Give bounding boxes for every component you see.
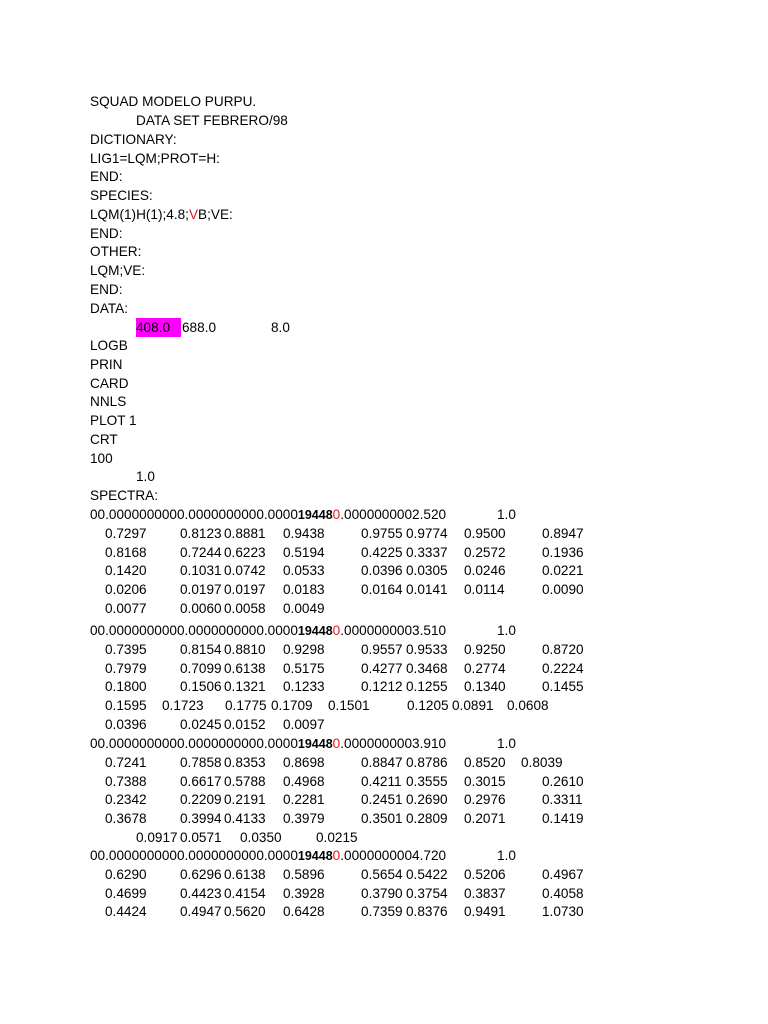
spectrum-value: 0.9250: [464, 642, 506, 657]
spectrum-value: 0.3928: [283, 886, 325, 901]
spectrum-value: 0.2209: [180, 792, 222, 807]
spectrum-value: 0.0114: [464, 582, 505, 597]
spectrum-value: 0.1212: [361, 679, 403, 694]
spectrum-value: 0.1340: [464, 679, 506, 694]
data-value-3: 8.0: [271, 320, 290, 335]
spectrum-header-head-b: 19448: [297, 849, 333, 863]
spectrum-value: 0.8881: [224, 526, 266, 541]
spectrum-value: 0.1455: [542, 679, 584, 694]
spectrum-value: 0.8376: [406, 904, 448, 919]
spectrum-value: 0.7388: [105, 774, 147, 789]
dataset-line: DATA SET FEBRERO/98: [136, 113, 288, 128]
spectrum-value: 0.0917: [136, 830, 178, 845]
spectrum-value: 0.3837: [464, 886, 506, 901]
spectrum-value: 0.5788: [224, 774, 266, 789]
spectrum-value: 0.4423: [180, 886, 222, 901]
spectrum-value: 0.6296: [180, 867, 222, 882]
spectrum-value: 0.7858: [180, 755, 222, 770]
spectrum-value: 0.9298: [283, 642, 325, 657]
species-end: END:: [90, 226, 123, 241]
spectrum-value: 0.5422: [406, 867, 448, 882]
spectrum-value: 0.1233: [283, 679, 325, 694]
dictionary-label: DICTIONARY:: [90, 132, 177, 147]
spectrum-value: 0.3754: [406, 886, 448, 901]
spectrum-header-head-b: 19448: [297, 737, 333, 751]
dictionary-end: END:: [90, 169, 123, 184]
spectrum-value: 0.0221: [542, 563, 584, 578]
spectrum-value: 0.8786: [406, 755, 448, 770]
spectrum-value: 0.7979: [105, 661, 147, 676]
spectrum-value: 0.2451: [361, 792, 403, 807]
spectrum-value: 0.0571: [180, 830, 222, 845]
spectrum-value: 0.1506: [180, 679, 222, 694]
spectrum-value: 0.1419: [542, 811, 584, 826]
spectrum-value: 0.0742: [224, 563, 266, 578]
spectrum-value: 0.0533: [283, 563, 325, 578]
data-value-2: 688.0: [182, 320, 217, 335]
spectrum-value: 0.9438: [283, 526, 325, 541]
spectrum-value: 0.2610: [542, 774, 584, 789]
spectrum-value: 0.0197: [224, 582, 266, 597]
spectrum-value: 0.3979: [283, 811, 325, 826]
spectrum-header-head-c: 0: [332, 736, 341, 751]
species-label: SPECIES:: [90, 188, 153, 203]
spectrum-value: 0.8947: [542, 526, 584, 541]
spectrum-value: 0.0097: [283, 717, 325, 732]
spectrum-value: 0.9491: [464, 904, 506, 919]
spectrum-value: 0.0164: [361, 582, 403, 597]
spectrum-value: 0.6223: [224, 545, 266, 560]
spectrum-header: [90, 505, 446, 524]
spectrum-value: 0.3468: [406, 661, 448, 676]
spectrum-value: 0.1723: [162, 698, 204, 713]
spectrum-value: 0.8154: [180, 642, 222, 657]
spectrum-value: 0.0206: [105, 582, 147, 597]
option-line: CRT: [90, 432, 118, 447]
spectrum-value: 0.4225: [361, 545, 403, 560]
spectrum-value: 0.7241: [105, 755, 147, 770]
spectrum-value: 0.2774: [464, 661, 506, 676]
spectrum-value: 0.3501: [361, 811, 403, 826]
spectrum-value: 0.0090: [542, 582, 584, 597]
spectrum-value: 0.3555: [406, 774, 448, 789]
spectrum-value: 0.1936: [542, 545, 584, 560]
scale-value: 1.0: [136, 469, 155, 484]
spectrum-value: 0.6428: [283, 904, 325, 919]
spectrum-header-head-b: 19448: [297, 508, 333, 522]
spectrum-value: 0.5654: [361, 867, 403, 882]
spectrum-value: 0.0396: [361, 563, 403, 578]
spectrum-value: 0.5620: [224, 904, 266, 919]
spectrum-value: 0.1420: [105, 563, 147, 578]
spectrum-value: 0.4968: [283, 774, 325, 789]
spectrum-value: 0.1031: [180, 563, 222, 578]
spectrum-value: 0.3015: [464, 774, 506, 789]
spectra-label: SPECTRA:: [90, 488, 158, 503]
spectrum-value: 0.4133: [224, 811, 266, 826]
spectrum-value: 0.9500: [464, 526, 506, 541]
spectrum-value: 0.5206: [464, 867, 506, 882]
spectrum-value: 0.8698: [283, 755, 325, 770]
spectrum-header-head-c: 0: [332, 507, 341, 522]
spectrum-value: 0.4967: [542, 867, 584, 882]
spectrum-value: 0.8847: [361, 755, 403, 770]
spectrum-header-head-b: 19448: [297, 624, 333, 638]
spectrum-value: 0.3337: [406, 545, 448, 560]
spectrum-value: 0.7395: [105, 642, 147, 657]
spectrum-value: 0.5896: [283, 867, 325, 882]
spectrum-value: 0.0215: [316, 830, 358, 845]
spectrum-header-head-a: 00.0000000000.0000000000.0000: [90, 507, 298, 522]
spectrum-value: 0.2342: [105, 792, 147, 807]
spectrum-header-scale: 1.0: [497, 507, 516, 522]
spectrum-value: 0.0049: [283, 601, 325, 616]
spectrum-value: 0.9774: [406, 526, 448, 541]
spectrum-header-head-d: .0000000003.910: [340, 736, 447, 751]
species-line-red: V: [188, 207, 199, 222]
spectrum-value: 0.1205: [407, 698, 449, 713]
option-line: PRIN: [90, 357, 123, 372]
species-line-post: B;VE:: [198, 207, 233, 222]
spectrum-value: 0.5175: [283, 661, 325, 676]
spectrum-value: 0.1800: [105, 679, 147, 694]
spectrum-value: 0.0396: [105, 717, 147, 732]
spectrum-value: 0.7297: [105, 526, 147, 541]
spectrum-value: 0.3311: [542, 792, 583, 807]
spectrum-header-head-c: 0: [332, 848, 341, 863]
spectrum-value: 0.2281: [283, 792, 325, 807]
spectrum-value: 0.2976: [464, 792, 506, 807]
spectrum-value: 0.0305: [406, 563, 448, 578]
spectrum-value: 0.3790: [361, 886, 403, 901]
spectrum-value: 0.4154: [224, 886, 266, 901]
species-line-pre: LQM(1)H(1);4.8;: [90, 207, 189, 222]
spectrum-header-head-c: 0: [332, 623, 341, 638]
spectrum-header-scale: 1.0: [497, 623, 516, 638]
spectrum-value: 0.4424: [105, 904, 147, 919]
spectrum-header-head-d: .0000000003.510: [340, 623, 447, 638]
data-value-highlighted: 408.0: [136, 318, 181, 337]
spectrum-header-scale: 1.0: [497, 848, 516, 863]
spectrum-header: [90, 621, 446, 640]
spectrum-header-head-d: .0000000002.520: [340, 507, 447, 522]
spectrum-value: 0.3678: [105, 811, 147, 826]
dictionary-line: LIG1=LQM;PROT=H:: [90, 151, 220, 166]
spectrum-value: 0.4947: [180, 904, 222, 919]
spectrum-value: 0.4058: [542, 886, 584, 901]
spectrum-value: 0.6138: [224, 661, 266, 676]
spectrum-value: 1.0730: [542, 904, 584, 919]
option-line: LOGB: [90, 338, 128, 353]
spectrum-value: 0.3994: [180, 811, 222, 826]
spectrum-value: 0.8039: [521, 755, 563, 770]
option-line: NNLS: [90, 394, 127, 409]
spectrum-header-head-a: 00.0000000000.0000000000.0000: [90, 623, 298, 638]
spectrum-value: 0.9533: [406, 642, 448, 657]
spectrum-value: 0.2224: [542, 661, 584, 676]
spectrum-value: 0.7099: [180, 661, 222, 676]
spectrum-value: 0.6138: [224, 867, 266, 882]
spectrum-value: 0.1775: [225, 698, 267, 713]
data-label: DATA:: [90, 301, 129, 316]
spectrum-value: 0.1501: [328, 698, 370, 713]
spectrum-header-head-a: 00.0000000000.0000000000.0000: [90, 736, 298, 751]
spectrum-value: 0.2191: [224, 792, 266, 807]
option-line: PLOT 1: [90, 413, 137, 428]
spectrum-value: 0.0058: [224, 601, 266, 616]
spectrum-value: 0.0152: [224, 717, 266, 732]
spectrum-header: [90, 846, 446, 865]
spectrum-value: 0.8353: [224, 755, 266, 770]
spectrum-header-head-d: .0000000004.720: [340, 848, 447, 863]
spectrum-header-scale: 1.0: [497, 736, 516, 751]
spectrum-value: 0.8123: [180, 526, 222, 541]
spectrum-value: 0.2809: [406, 811, 448, 826]
spectrum-value: 0.4699: [105, 886, 147, 901]
spectrum-value: 0.4277: [361, 661, 403, 676]
spectrum-value: 0.8720: [542, 642, 584, 657]
spectrum-value: 0.1709: [271, 698, 313, 713]
other-end: END:: [90, 282, 123, 297]
other-label: OTHER:: [90, 244, 142, 259]
spectrum-value: 0.7359: [361, 904, 403, 919]
spectrum-value: 0.0245: [180, 717, 222, 732]
species-line: [90, 205, 233, 224]
spectrum-value: 0.0060: [180, 601, 222, 616]
spectrum-header-head-a: 00.0000000000.0000000000.0000: [90, 848, 298, 863]
spectrum-value: 0.8810: [224, 642, 266, 657]
spectrum-value: 0.6290: [105, 867, 147, 882]
spectrum-value: 0.0077: [105, 601, 147, 616]
other-line: LQM;VE:: [90, 263, 146, 278]
spectrum-value: 0.0608: [507, 698, 549, 713]
option-line: CARD: [90, 376, 129, 391]
spectrum-value: 0.6617: [180, 774, 222, 789]
spectrum-value: 0.8520: [464, 755, 506, 770]
spectrum-value: 0.0197: [180, 582, 222, 597]
spectrum-value: 0.2690: [406, 792, 448, 807]
spectrum-value: 0.2071: [464, 811, 506, 826]
spectrum-value: 0.4211: [361, 774, 402, 789]
spectrum-value: 0.1595: [105, 698, 147, 713]
spectrum-value: 0.1255: [406, 679, 448, 694]
spectrum-header: [90, 734, 446, 753]
spectrum-value: 0.8168: [105, 545, 147, 560]
spectrum-value: 0.0183: [283, 582, 325, 597]
spectrum-value: 0.9557: [361, 642, 403, 657]
spectrum-value: 0.0141: [406, 582, 448, 597]
spectrum-value: 0.0891: [452, 698, 494, 713]
spectrum-value: 0.1321: [224, 679, 266, 694]
spectrum-value: 0.0350: [240, 830, 282, 845]
spectrum-value: 0.2572: [464, 545, 506, 560]
spectrum-value: 0.9755: [361, 526, 403, 541]
spectrum-value: 0.7244: [180, 545, 222, 560]
spectrum-value: 0.5194: [283, 545, 325, 560]
document-title: SQUAD MODELO PURPU.: [90, 94, 257, 109]
option-line: 100: [90, 451, 113, 466]
spectrum-value: 0.0246: [464, 563, 506, 578]
